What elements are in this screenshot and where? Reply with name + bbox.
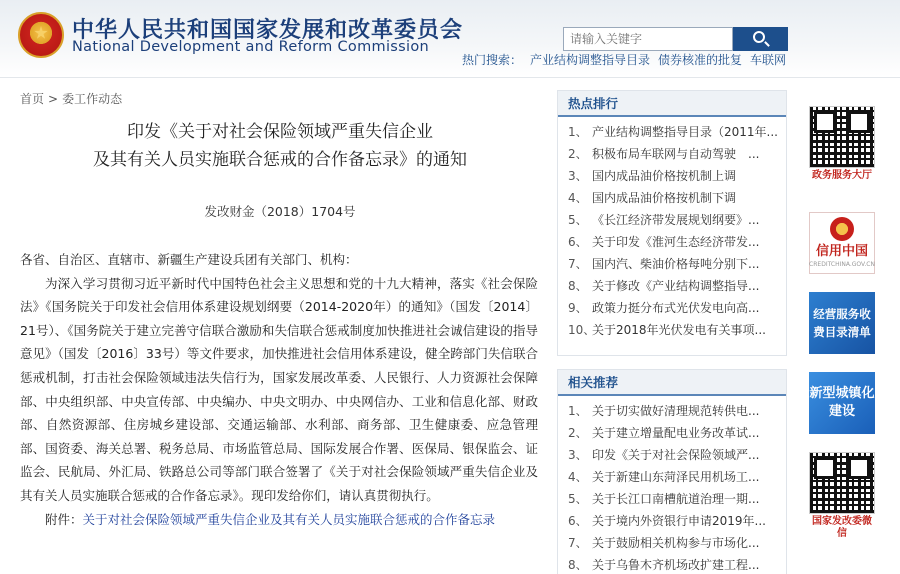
document-number: 发改财金（2018）1704号	[204, 204, 356, 219]
related-panel	[557, 369, 787, 574]
emblem-icon	[830, 217, 854, 241]
list-item[interactable]: 1、 产业结构调整指导目录（2011年...	[568, 125, 778, 139]
attachment-label: 附件：	[45, 511, 83, 527]
fee-list-badge[interactable]	[809, 292, 875, 354]
national-emblem-icon[interactable]	[18, 12, 64, 58]
list-item[interactable]: 9、 政策力挺分布式光伏发电向高...	[568, 301, 760, 315]
hot-ranking-panel	[557, 90, 787, 356]
badge-label: 国家发改委微信	[812, 516, 872, 539]
site-header	[0, 0, 900, 78]
salutation: 各省、自治区、直辖市、新疆生产建设兵团有关部门、机构：	[20, 252, 358, 267]
wechat-badge[interactable]	[809, 452, 875, 540]
site-title-en[interactable]: National Development and Reform Commission	[72, 39, 429, 55]
list-item[interactable]: 3、 印发《关于对社会保险领域严...	[568, 448, 760, 462]
breadcrumb-home-link[interactable]: 首页	[20, 92, 45, 106]
search-input[interactable]	[563, 27, 733, 51]
badge-sublabel: CREDITCHINA.GOV.CN	[809, 261, 875, 268]
hot-keyword-link[interactable]: 车联网	[750, 53, 787, 67]
hot-ranking-title: 热点排行	[558, 91, 786, 117]
attachment-line	[20, 508, 538, 532]
gov-service-badge[interactable]	[809, 106, 875, 182]
related-title: 相关推荐	[558, 370, 786, 396]
badge-label: 信用中国	[815, 244, 868, 259]
list-item[interactable]: 8、 关于乌鲁木齐机场改扩建工程...	[568, 558, 760, 572]
list-item[interactable]: 2、 积极布局车联网与自动驾驶 ...	[568, 147, 760, 161]
list-item[interactable]: 1、 关于切实做好清理规范转供电...	[568, 404, 760, 418]
list-item[interactable]: 6、 关于境内外资银行申请2019年...	[568, 514, 766, 528]
credit-china-badge[interactable]	[809, 212, 875, 274]
badge-label: 政务服务大厅	[812, 170, 872, 181]
article-title-line: 印发《关于对社会保险领域严重失信企业	[127, 122, 433, 142]
list-item[interactable]: 5、 关于长江口南槽航道治理一期...	[568, 492, 760, 506]
list-item[interactable]: 3、 国内成品油价格按机制上调	[568, 169, 737, 183]
list-item[interactable]: 2、 关于建立增量配电业务改革试...	[568, 426, 760, 440]
list-item[interactable]: 4、 关于新建山东菏泽民用机场工...	[568, 470, 760, 484]
badge-label: 新型城镇化建设	[809, 372, 875, 434]
breadcrumb	[20, 90, 126, 107]
list-item[interactable]: 8、 关于修改《产业结构调整指导...	[568, 279, 760, 293]
hot-keyword-link[interactable]: 债券核准的批复	[658, 53, 743, 67]
breadcrumb-section-link[interactable]: 委工作动态	[62, 92, 123, 106]
list-item[interactable]: 10、关于2018年光伏发电有关事项...	[568, 323, 766, 337]
badge-label: 经营服务收费目录清单	[809, 292, 875, 354]
list-item[interactable]: 6、 关于印发《淮河生态经济带发...	[568, 235, 760, 249]
qr-code-icon	[809, 106, 875, 168]
site-title-cn[interactable]: 中华人民共和国国家发展和改革委员会	[72, 18, 464, 43]
hot-keyword-link[interactable]: 产业结构调整指导目录	[530, 53, 651, 67]
list-item[interactable]: 5、 《长江经济带发展规划纲要》...	[568, 213, 760, 227]
hot-search-label: 热门搜索：	[462, 53, 523, 67]
search-icon	[753, 31, 765, 43]
search-button[interactable]	[733, 27, 788, 51]
list-item[interactable]: 7、 国内汽、柴油价格每吨分别下...	[568, 257, 760, 271]
urbanization-badge[interactable]	[809, 372, 875, 434]
hot-search-bar	[462, 51, 786, 68]
breadcrumb-separator: >	[48, 92, 59, 106]
article-paragraph: 为深入学习贯彻习近平新时代中国特色社会主义思想和党的十九大精神，落实《社会保险法》《国务院关于印发社会信用体系建设规划纲要（2014-2020年）的通知》（国发〔2014〕21号）、《国务院关于建立完善守信联合激励和失信联合惩戒制度加快推进社会诚信建设的指导意见》（国发〔2016〕33号）等文件要求，加快推进社会信用体系建设，健全跨部门失信联合惩戒机制，打击社会保险领域违法失信行为，国家发展改革委、人民银行、人力资源社会保障部、中央组织部、中央宣传部、中央编办、中央文明办、中央网信办、工业和信息化部、财政部、自然资源部、住房城乡建设部、交通运输部、水利部、商务部、卫生健康委、应急管理部、国资委、海关总署、税务总局、市场监管总局、国际发展合作署、医保局、银保监会、证监会、民航局、外汇局、铁路总公司等部门联合签署了《关于对社会保险领域严重失信企业及其有关人员实施联合惩戒的合作备忘录》。现印发给你们，请认真贯彻执行。	[20, 275, 538, 503]
article-body	[20, 248, 538, 531]
article-title	[20, 118, 540, 174]
list-item[interactable]: 4、 国内成品油价格按机制下调	[568, 191, 737, 205]
article-title-line: 及其有关人员实施联合惩戒的合作备忘录》的通知	[93, 150, 467, 170]
attachment-link[interactable]: 关于对社会保险领域严重失信企业及其有关人员实施联合惩戒的合作备忘录	[82, 511, 496, 527]
list-item[interactable]: 7、 关于鼓励相关机构参与市场化...	[568, 536, 760, 550]
qr-code-icon	[809, 452, 875, 514]
